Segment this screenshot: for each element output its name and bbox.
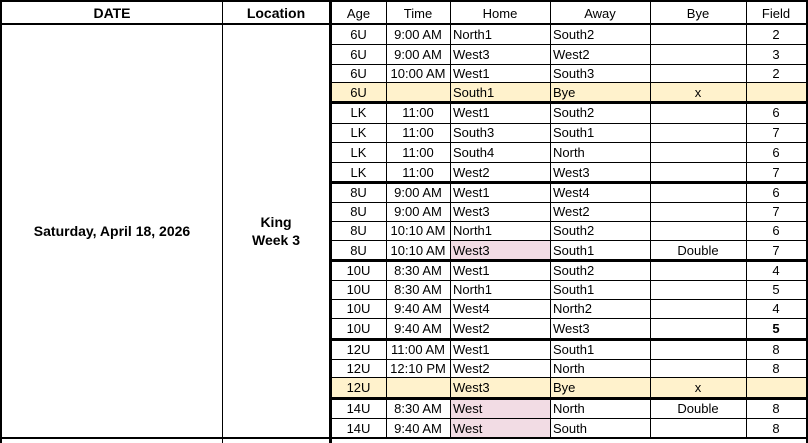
- cell-bye[interactable]: [650, 182, 746, 202]
- header-location[interactable]: Location: [246, 5, 306, 21]
- row-separator: [331, 142, 808, 143]
- cell-away[interactable]: South1: [553, 242, 595, 258]
- cell-time[interactable]: 9:00 AM: [394, 204, 442, 219]
- cell-away[interactable]: West2: [553, 46, 590, 62]
- cell-bye[interactable]: x: [650, 377, 746, 398]
- row-separator: [331, 299, 808, 300]
- cell-field[interactable]: 3: [772, 46, 780, 62]
- cell-away[interactable]: South1: [553, 341, 595, 357]
- row-separator: [331, 82, 808, 83]
- header-away[interactable]: Away: [584, 5, 616, 21]
- cell-time[interactable]: 9:40 AM: [394, 420, 442, 436]
- col-divider: [550, 0, 551, 438]
- cell-time[interactable]: 9:00 AM: [394, 26, 442, 42]
- cell-bye[interactable]: [650, 102, 746, 123]
- cell-age[interactable]: LK: [350, 144, 367, 160]
- header-date[interactable]: DATE: [93, 5, 131, 21]
- cell-time[interactable]: 12:10 PM: [390, 360, 446, 376]
- cell-field[interactable]: [746, 377, 806, 398]
- cell-home[interactable]: South4: [453, 144, 495, 160]
- cell-time[interactable]: 9:00 AM: [394, 46, 442, 62]
- cell-bye[interactable]: x: [650, 82, 746, 102]
- row-separator: [331, 44, 808, 45]
- cell-away[interactable]: South: [553, 420, 587, 436]
- cell-field[interactable]: 6: [772, 105, 780, 120]
- cell-bye[interactable]: [650, 280, 746, 299]
- row-separator: [331, 221, 808, 222]
- cell-time[interactable]: 11:00: [402, 164, 434, 180]
- cell-age[interactable]: 12U: [346, 341, 371, 357]
- cell-bye[interactable]: [650, 64, 746, 82]
- cell-age[interactable]: 14U: [346, 400, 371, 416]
- cell-time[interactable]: 8:30 AM: [394, 262, 442, 278]
- cell-age[interactable]: LK: [350, 105, 367, 120]
- cell-home[interactable]: West1: [453, 184, 490, 200]
- cell-away[interactable]: North2: [553, 301, 593, 316]
- cell-field[interactable]: 5: [772, 321, 780, 336]
- cell-away[interactable]: South2: [553, 105, 595, 120]
- location-cell[interactable]: [222, 24, 330, 438]
- row-separator: [331, 64, 808, 65]
- cell-age[interactable]: LK: [350, 125, 367, 140]
- cell-time[interactable]: 10:10 AM: [390, 242, 446, 258]
- cell-field[interactable]: 2: [772, 26, 780, 42]
- group-separator: [329, 397, 808, 400]
- row-separator: [331, 359, 808, 360]
- cell-field[interactable]: 2: [772, 65, 780, 81]
- cell-bye[interactable]: [650, 318, 746, 339]
- cell-age[interactable]: 8U: [350, 223, 367, 238]
- cell-bye[interactable]: Double: [677, 242, 719, 258]
- cell-home[interactable]: West3: [450, 240, 550, 260]
- cell-time[interactable]: 11:00: [402, 105, 434, 120]
- location-line1: King: [260, 214, 292, 230]
- cell-time[interactable]: 9:40 AM: [394, 301, 442, 316]
- cell-age[interactable]: 6U: [350, 65, 367, 81]
- col-divider-age: [329, 0, 332, 443]
- row-separator: [331, 240, 808, 241]
- cell-home[interactable]: North1: [453, 223, 493, 238]
- group-separator: [329, 181, 808, 184]
- cell-time[interactable]: 8:30 AM: [394, 282, 442, 297]
- cell-time[interactable]: 11:00: [402, 125, 434, 140]
- cell-home[interactable]: West1: [453, 262, 490, 278]
- col-divider-location: [222, 0, 223, 443]
- cell-age[interactable]: 14U: [346, 420, 371, 436]
- cell-field[interactable]: 8: [772, 341, 780, 357]
- cell-bye[interactable]: Double: [677, 400, 719, 416]
- cell-field[interactable]: [746, 82, 806, 102]
- cell-home[interactable]: West1: [453, 105, 490, 120]
- cell-field[interactable]: 8: [772, 360, 780, 376]
- cell-home[interactable]: West: [450, 398, 550, 418]
- cell-time[interactable]: 11:00 AM: [391, 341, 445, 357]
- cell-home[interactable]: South1: [450, 82, 550, 102]
- cell-time[interactable]: 11:00: [402, 144, 434, 160]
- cell-field[interactable]: 7: [772, 125, 780, 140]
- border-top: [0, 0, 808, 2]
- cell-age[interactable]: 6U: [331, 82, 386, 102]
- cell-field[interactable]: 6: [772, 184, 780, 200]
- cell-home[interactable]: West4: [453, 301, 490, 316]
- row-separator: [331, 123, 808, 124]
- cell-home[interactable]: West1: [453, 341, 490, 357]
- cell-home[interactable]: West3: [450, 377, 550, 398]
- cell-bye[interactable]: [650, 359, 746, 377]
- cell-away[interactable]: South2: [553, 26, 595, 42]
- row-separator: [331, 280, 808, 281]
- cell-time[interactable]: 10:10 AM: [390, 223, 446, 238]
- cell-away[interactable]: South2: [553, 262, 595, 278]
- col-divider: [746, 0, 747, 438]
- header-age[interactable]: Age: [346, 5, 371, 21]
- group-separator: [329, 259, 808, 262]
- cell-home[interactable]: West: [450, 418, 550, 438]
- group-separator: [329, 338, 808, 341]
- cell-time[interactable]: 9:00 AM: [394, 184, 442, 200]
- cell-home[interactable]: North1: [453, 26, 493, 42]
- cell-bye[interactable]: [650, 260, 746, 280]
- cell-away[interactable]: West3: [553, 164, 590, 180]
- cell-field[interactable]: 6: [772, 223, 780, 238]
- cell-away[interactable]: West2: [553, 204, 590, 219]
- cell-age[interactable]: 10U: [346, 262, 371, 278]
- cell-away[interactable]: North: [553, 144, 585, 160]
- cell-time[interactable]: 8:30 AM: [394, 400, 442, 416]
- cell-home[interactable]: West2: [453, 360, 490, 376]
- cell-field[interactable]: 5: [772, 282, 780, 297]
- cell-away[interactable]: West3: [553, 321, 590, 336]
- cell-away[interactable]: South1: [553, 282, 595, 297]
- cell-away[interactable]: South3: [553, 65, 595, 81]
- cell-time[interactable]: [386, 82, 450, 102]
- cell-age[interactable]: 10U: [346, 301, 371, 316]
- cell-home[interactable]: North1: [453, 282, 493, 297]
- cell-bye[interactable]: [650, 299, 746, 318]
- cell-bye[interactable]: [650, 162, 746, 182]
- cell-age[interactable]: 6U: [350, 26, 367, 42]
- cell-bye[interactable]: [650, 24, 746, 44]
- col-divider: [650, 0, 651, 438]
- cell-field[interactable]: 8: [772, 400, 780, 416]
- cell-field[interactable]: 7: [772, 242, 780, 258]
- header-bottom-border: [0, 23, 808, 25]
- cell-home[interactable]: West2: [453, 164, 490, 180]
- header-time[interactable]: Time: [403, 5, 433, 21]
- cell-age[interactable]: 10U: [346, 321, 371, 336]
- cell-home[interactable]: South3: [453, 125, 495, 140]
- cell-home[interactable]: West2: [453, 321, 490, 336]
- date-cell[interactable]: [2, 24, 222, 438]
- cell-bye[interactable]: [650, 221, 746, 240]
- cell-away[interactable]: North: [553, 400, 585, 416]
- cell-bye[interactable]: [650, 202, 746, 221]
- cell-field[interactable]: 7: [772, 204, 780, 219]
- cell-home[interactable]: West1: [453, 65, 490, 81]
- header-home[interactable]: Home: [482, 5, 518, 21]
- row-separator: [331, 418, 808, 419]
- row-separator: [331, 162, 808, 163]
- cell-away[interactable]: Bye: [550, 377, 650, 398]
- cell-age[interactable]: 8U: [350, 204, 367, 219]
- cell-away[interactable]: South1: [553, 125, 595, 140]
- cell-bye[interactable]: [650, 142, 746, 162]
- cell-field[interactable]: 4: [772, 301, 780, 316]
- cell-time[interactable]: 10:00 AM: [390, 65, 446, 81]
- cell-age[interactable]: 10U: [346, 282, 371, 297]
- border-bottom: [0, 437, 808, 439]
- cell-away[interactable]: North: [553, 360, 585, 376]
- group-separator: [329, 101, 808, 104]
- header-field[interactable]: Field: [761, 5, 791, 21]
- cell-field[interactable]: 6: [772, 144, 780, 160]
- cell-age[interactable]: 8U: [350, 242, 367, 258]
- cell-field[interactable]: 4: [772, 262, 780, 278]
- header-bye[interactable]: Bye: [686, 5, 710, 21]
- cell-away[interactable]: South2: [553, 223, 595, 238]
- row-separator: [331, 377, 808, 378]
- cell-field[interactable]: 7: [772, 164, 780, 180]
- cell-away[interactable]: Bye: [550, 82, 650, 102]
- cell-age[interactable]: 12U: [346, 360, 371, 376]
- cell-bye[interactable]: [650, 44, 746, 64]
- col-divider: [450, 0, 451, 438]
- cell-time[interactable]: [386, 377, 450, 398]
- row-separator: [331, 318, 808, 319]
- cell-bye[interactable]: [650, 123, 746, 142]
- cell-age[interactable]: 12U: [331, 377, 386, 398]
- cell-away[interactable]: West4: [553, 184, 590, 200]
- cell-bye[interactable]: [650, 339, 746, 359]
- cell-age[interactable]: LK: [350, 164, 367, 180]
- cell-time[interactable]: 9:40 AM: [394, 321, 442, 336]
- cell-field[interactable]: 8: [772, 420, 780, 436]
- cell-home[interactable]: West3: [453, 46, 490, 62]
- location-line2: Week 3: [252, 232, 300, 248]
- col-divider: [386, 0, 387, 438]
- border-left: [0, 0, 2, 443]
- cell-bye[interactable]: [650, 418, 746, 438]
- cell-age[interactable]: 8U: [350, 184, 367, 200]
- cell-home[interactable]: West3: [453, 204, 490, 219]
- date-value: Saturday, April 18, 2026: [33, 223, 191, 239]
- cell-age[interactable]: 6U: [350, 46, 367, 62]
- row-separator: [331, 202, 808, 203]
